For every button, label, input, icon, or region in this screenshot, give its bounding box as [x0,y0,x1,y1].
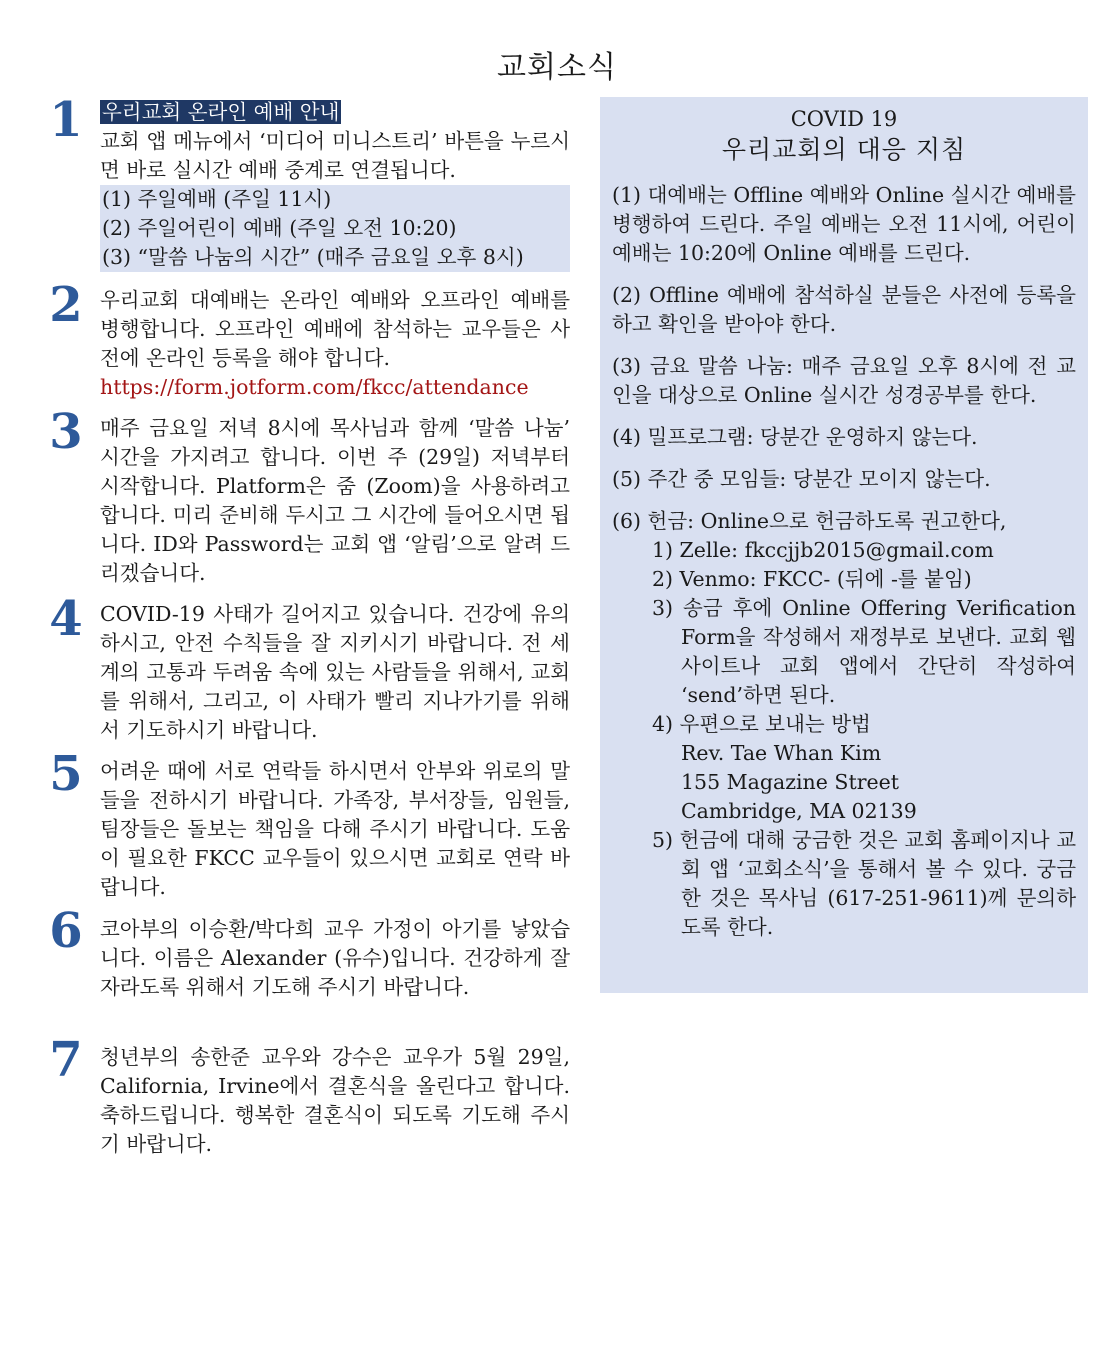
item-number-5: 5 [49,746,83,802]
covid-guidelines-panel [600,97,1088,993]
mail-method-label: 4) 우편으로 보내는 방법 [652,712,871,736]
mailing-address-line: Cambridge, MA 02139 [681,799,917,823]
item-4-text: COVID-19 사태가 길어지고 있습니다. 건강에 유의하시고, 안전 수칙들을 잘 지키시기 바랍니다. 전 세계의 고통과 두려움 속에 있는 사람들을 위해서, 교회를 위해서, 그리고, 이 사태가 빨리 지나가기를 위해서 기도하시기 바랍니다. [100,602,570,742]
item-number-1: 1 [49,92,83,148]
news-item-1 [100,98,570,272]
page-title: 교회소식 [497,50,617,85]
mailing-address-line: Rev. Tae Whan Kim [681,741,882,765]
mailing-address-line: 155 Magazine Street [681,770,899,794]
item-1-heading[interactable]: 우리교회 온라인 예배 안내 [102,100,340,124]
service-time-item: (2) 주일어린이 예배 (주일 오전 10:20) [102,216,457,240]
news-item-2 [100,286,570,402]
item-number-7: 7 [49,1032,83,1088]
news-item-3 [100,414,570,588]
item-2-text: 우리교회 대예배는 온라인 예배와 오프라인 예배를 병행합니다. 오프라인 예배에 참석하는 교우들은 사전에 온라인 등록을 해야 합니다. [100,288,570,370]
item-1-text: 교회 앱 메뉴에서 ‘미디어 미니스트리’ 바튼을 누르시면 바로 실시간 예배 중계로 연결됩니다. [100,129,570,182]
news-item-4 [100,600,570,745]
item-3-text: 매주 금요일 저녁 8시에 목사님과 함께 ‘말씀 나눔’ 시간을 가지려고 합니다. 이번 주 (29일) 저녁부터 시작합니다. Platform은 줌 (Zoom)을 사용하려고 합니다. 미리 준비해 두시고 그 시간에 들어오시면 됩니다. ID와 Password는 교회 앱 ‘알림’으로 알려 드리겠습니다. [100,416,570,585]
item-number-4: 4 [49,591,83,647]
covid-guideline-3: (3) 금요 말씀 나눔: 매주 금요일 오후 8시에 전 교인을 대상으로 Online 실시간 성경공부를 한다. [612,354,1076,407]
item-number-3: 3 [49,404,83,460]
service-time-item: (3) “말씀 나눔의 시간” (매주 금요일 오후 8시) [102,245,524,269]
covid-guideline-5: (5) 주간 중 모임들: 당분간 모이지 않는다. [612,467,991,491]
news-item-5 [100,757,570,902]
venmo-info: 2) Venmo: FKCC- (뒤에 -를 붙임) [652,567,972,591]
item-number-2: 2 [49,277,83,333]
covid-panel-title: COVID 19 [790,107,898,131]
zelle-info: 1) Zelle: fkccjjb2015@gmail.com [652,538,994,562]
service-time-item: (1) 주일예배 (주일 11시) [102,187,332,211]
attendance-link[interactable]: https://form.jotform.com/fkcc/attendance [100,375,529,399]
covid-guideline-4: (4) 밀프로그램: 당분간 운영하지 않는다. [612,425,978,449]
item-5-text: 어려운 때에 서로 연락들 하시면서 안부와 위로의 말들을 전하시기 바랍니다. 가족장, 부서장들, 임원들, 팀장들은 돌보는 책임을 다해 주시기 바랍니다. 도움이 필요한 FKCC 교우들이 있으시면 교회로 연락 바랍니다. [100,759,570,899]
covid-guideline-1: (1) 대예배는 Offline 예배와 Online 실시간 예배를 병행하여 드린다. 주일 예배는 오전 11시에, 어린이 예배는 10:20에 Online 예배를 드린다. [612,183,1076,265]
news-item-6 [100,915,570,1002]
news-item-7 [100,1043,570,1159]
offering-verification-note: 3) 송금 후에 Online Offering Verification Form을 작성해서 재정부로 보낸다. 교회 웹사이트나 교회 앱에서 간단히 작성하여 ‘send’하면 된다. [652,596,1076,707]
covid-guideline-6: (6) 헌금: Online으로 헌금하도록 권고한다, [612,509,1007,533]
item-6-text: 코아부의 이승환/박다희 교우 가정이 아기를 낳았습니다. 이름은 Alexander (유수)입니다. 건강하게 잘 자라도록 위해서 기도해 주시기 바랍니다. [100,917,570,999]
item-7-text: 청년부의 송한준 교우와 강수은 교우가 5월 29일, California, Irvine에서 결혼식을 올린다고 합니다. 축하드립니다. 행복한 결혼식이 되도록 기도해 주시기 바랍니다. [100,1045,570,1156]
covid-guideline-2: (2) Offline 예배에 참석하실 분들은 사전에 등록을 하고 확인을 받아야 한다. [612,283,1076,336]
offering-questions-note: 5) 헌금에 대해 궁금한 것은 교회 홈페이지나 교회 앱 ‘교회소식’을 통해서 볼 수 있다. 궁금한 것은 목사님 (617-251-9611)께 문의하도록 한다. [652,828,1076,939]
covid-panel-subtitle: 우리교회의 대응 지침 [721,135,967,164]
service-times-list [100,185,570,272]
item-number-6: 6 [49,903,83,959]
